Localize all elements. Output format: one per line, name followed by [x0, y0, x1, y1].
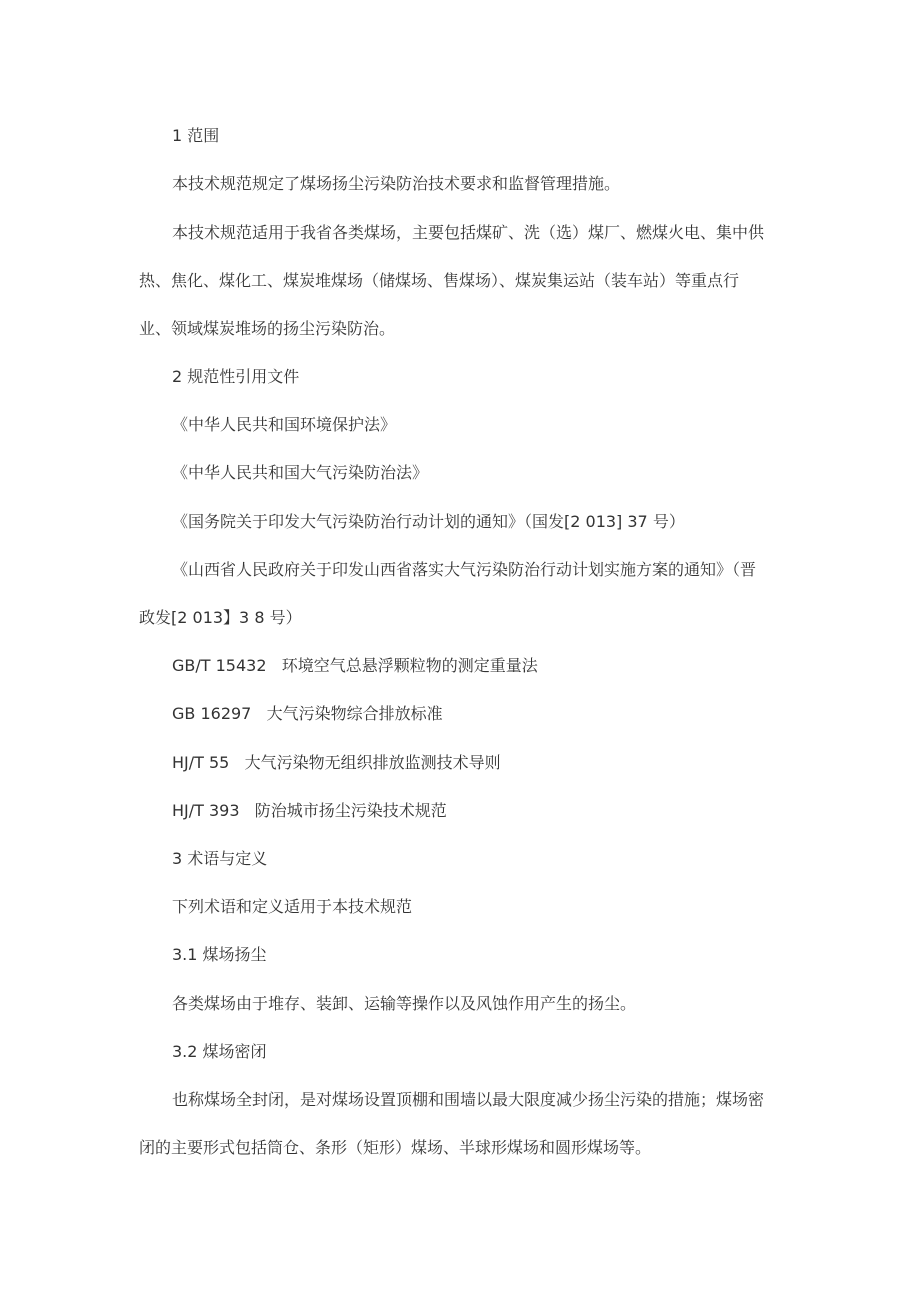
term-heading-enclosure: 3.2 煤场密闭 [172, 1042, 267, 1061]
reference-standard: HJ/T 55 大气污染物无组织排放监测技术导则 [172, 753, 501, 772]
paragraph-applicability-line-2: 热、焦化、煤化工、煤炭堆煤场（储煤场、售煤场）、煤炭集运站（装车站）等重点行 [139, 271, 740, 290]
paragraph-applicability-line-1: 本技术规范适用于我省各类煤场，主要包括煤矿、洗（选）煤厂、燃煤火电、集中供 [172, 223, 765, 242]
paragraph-scope-intro: 本技术规范规定了煤场扬尘污染防治技术要求和监督管理措施。 [172, 174, 621, 193]
term-definition-enclosure-line-1: 也称煤场全封闭，是对煤场设置顶棚和围墙以最大限度减少扬尘污染的措施；煤场密 [172, 1090, 765, 1109]
reference-item-continued: 政发[2 013】3 8 号） [139, 608, 302, 627]
paragraph-terms-intro: 下列术语和定义适用于本技术规范 [172, 897, 413, 916]
section-heading-scope: 1 范围 [172, 126, 220, 145]
section-heading-references: 2 规范性引用文件 [172, 367, 300, 386]
reference-item: 《中华人民共和国大气污染防治法》 [172, 463, 429, 482]
term-definition-coal-dust: 各类煤场由于堆存、装卸、运输等操作以及风蚀作用产生的扬尘。 [172, 994, 637, 1013]
reference-item: 《山西省人民政府关于印发山西省落实大气污染防治行动计划实施方案的通知》（晋 [172, 560, 757, 579]
reference-standard: GB/T 15432 环境空气总悬浮颗粒物的测定重量法 [172, 656, 538, 675]
section-heading-terms: 3 术语与定义 [172, 849, 268, 868]
reference-item: 《中华人民共和国环境保护法》 [172, 415, 397, 434]
term-heading-coal-dust: 3.1 煤场扬尘 [172, 945, 267, 964]
reference-standard: HJ/T 393 防治城市扬尘污染技术规范 [172, 801, 447, 820]
term-definition-enclosure-line-2: 闭的主要形式包括筒仓、条形（矩形）煤场、半球形煤场和圆形煤场等。 [139, 1138, 652, 1157]
reference-item: 《国务院关于印发大气污染防治行动计划的通知》（国发[2 013] 37 号） [172, 512, 685, 531]
paragraph-applicability-line-3: 业、领域煤炭堆场的扬尘污染防治。 [139, 319, 396, 338]
reference-standard: GB 16297 大气污染物综合排放标准 [172, 704, 443, 723]
